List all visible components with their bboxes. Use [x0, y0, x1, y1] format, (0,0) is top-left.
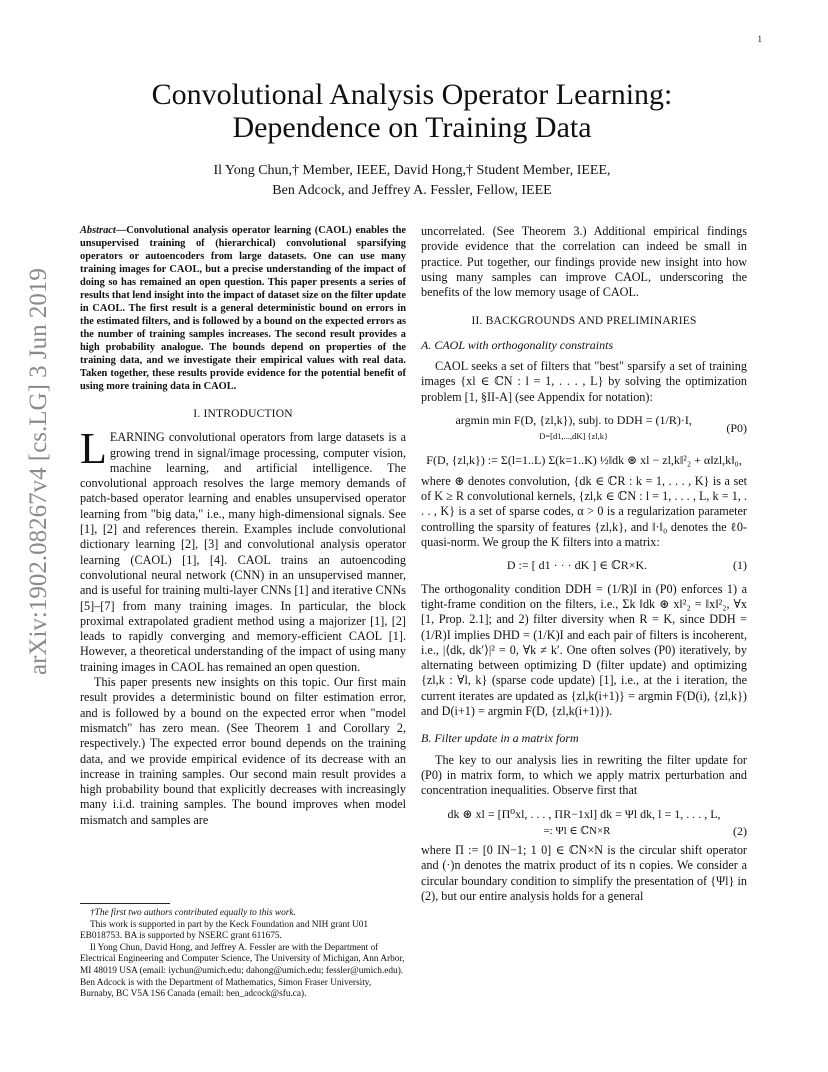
equation-p0-subscript: D=[d1,...,dK] {zl,k}	[539, 431, 609, 442]
abstract-text: —Convolutional analysis operator learning (CAOL) enables the unsupervised training of (hierarchical) convolutional sparsifying operators or autoencoders from large datasets. One can use many training images for CAOL, but a precise understanding of the impact of doing so has remained an open question. This paper presents a series of results that lend insight into the impact of dataset size on the filter update in CAOL. The first result is a general deterministic bound on errors in the estimated filters, and is followed by a bound on the expected errors as the number of training samples increases. The second result provides a high probability analogue. The bounds depend on properties of the training data, and we investigate their empirical values with real data. Taken together, these results provide evidence for the potential benefit of using more training data in CAOL.	[80, 225, 406, 392]
abstract	[80, 224, 406, 393]
section-heading-background: II. BACKGROUNDS AND PRELIMINARIES	[471, 315, 697, 328]
filter-update-paragraph-1: The key to our analysis lies in rewriting the filter update for (P0) in matrix form, to which we apply matrix perturbation and concentration inequalities. Observe first that	[421, 752, 747, 798]
arxiv-stamp-text: arXiv:1902.08267v4 [cs.LG] 3 Jun 2019	[25, 268, 52, 675]
equation-2-tag: (2)	[733, 823, 747, 838]
footnotes	[80, 903, 406, 1001]
footnote-funding: This work is supported in part by the Keck Foundation and NIH grant U01 EB018753. BA is supported by NSERC grant 611675.	[80, 919, 369, 942]
title-line-1: Convolutional Analysis Operator Learning:	[151, 78, 673, 111]
arxiv-stamp-graphic	[2, 250, 70, 680]
footnote-rule	[80, 903, 170, 904]
intro-paragraph-1	[80, 424, 406, 675]
equation-p0-body: argmin min F(D, {zl,k}), subj. to DDH = (1/R)·I,	[455, 412, 692, 427]
section-heading-introduction: I. INTRODUCTION	[193, 408, 293, 420]
filter-update-paragraph-2: where Π := [0 IN−1; 1 0] ∈ ℂN×N is the circular shift operator and (·)n denotes the matrix product of its n copies. We consider a circular boundary condition to simplify the presentation of {Ψl} in (2), but our entire analysis holds for a general	[421, 843, 747, 903]
footnote-affiliations: Il Yong Chun, David Hong, and Jeffrey A. Fessler are with the Department of Electrical Engineering and Computer Science, The University of Michigan, Ann Arbor, MI 48019 USA (email: iychun@umich.edu; dahong@umich.edu; fessler@umich.edu). Ben Adcock is with the Department of Mathematics, Simon Fraser University, Burnaby, BC V5A 1S6 Canada (email: ben_adcock@sfu.ca).	[80, 942, 405, 1000]
equation-2-underbrace: =: Ψl ∈ ℂN×R	[543, 824, 611, 837]
intro-paragraph-1-text: EARNING convolutional operators from large datasets is a growing trend in signal/image processing, computer vision, machine learning, and artificial intelligence. The convolutional approach resolves the large memory demands of patch-based operator learning and enables unsupervised operator learning from "big data," i.e., many high-dimensional signals. See [1], [2] and references therein. Examples include convolutional dictionary learning [2], [3] and convolutional analysis operator learning (CAOL) [1], [4]. CAOL trains an autoencoding convolutional neural network (CNN) in an unsupervised manner, and is useful for training multi-layer CNNs [1] and iterative CNNs [5]–[7] from many training images. In particular, the block proximal extrapolated gradient method using a majorizer [1], [2] leads to rapidly converging and memory-efficient CAOL [1]. However, a theoretical understanding of the impact of using many training images in CAOL has remained an open question.	[80, 430, 406, 674]
equation-2	[421, 824, 747, 839]
paper-title	[82, 78, 742, 144]
page-number: 1	[757, 34, 762, 44]
footnote-equal-contribution: †The first two authors contributed equally to this work.	[90, 908, 296, 918]
author-line-1: Il Yong Chun,† Member, IEEE, David Hong,† Student Member, IEEE,	[213, 163, 611, 178]
equation-1	[421, 558, 747, 573]
equation-objective: F(D, {zl,k}) := Σ(l=1..L) Σ(k=1..K) ½‖dk ⊛ xl − zl,k‖²₂ + α‖zl,k‖₀,	[426, 452, 742, 467]
caol-paragraph-2: where ⊛ denotes convolution, {dk ∈ ℂR : k = 1, . . . , K} is a set of K ≥ R convolutional kernels, {zl,k ∈ ℂN : l = 1, . . . , L, k = 1, . . . , K} is a set of sparse codes, α > 0 is a regularization parameter controlling the sparsity of features {zl,k}, and ‖·‖₀ denotes the ℓ0-quasi-norm. We group the K filters into a matrix:	[421, 473, 747, 550]
equation-2-body: dk ⊛ xl = [Π⁰xl, . . . , ΠR−1xl] dk = Ψl dk, l = 1, . . . , L,	[447, 806, 721, 821]
author-line-2: Ben Adcock, and Jeffrey A. Fessler, Fellow, IEEE	[272, 183, 552, 198]
caol-paragraph-3: The orthogonality condition DDH = (1/R)I in (P0) enforces 1) a tight-frame condition on the filters, i.e., Σk ‖dk ⊛ x‖²₂ = ‖x‖²₂, ∀x [1, Prop. 2.1]; and 2) filter diversity when R = K, since DDH = (1/R)I implies DHD = (1/K)I and each pair of filters is incoherent, i.e., |⟨dk, dk′⟩|² = 0, ∀k ≠ k′. One often solves (P0) iteratively, by alternating between optimizing D (filter update) and optimizing {zl,k : ∀l, k} (sparse code update) [1], i.e., at the i iteration, the current iterates are updated as {zl,k(i+1)} = argmin F(D(i), {zl,k}) and D(i+1) = argmin F(D, {zl,k(i+1)}).	[421, 581, 747, 719]
equation-1-body: D := [ d1 · · · dK ] ∈ ℂR×K.	[506, 558, 648, 573]
subsection-heading-a: A. CAOL with orthogonality constraints	[421, 337, 614, 352]
arxiv-stamp	[2, 250, 70, 680]
subsection-heading-b: B. Filter update in a matrix form	[421, 731, 579, 746]
left-column	[80, 224, 406, 828]
caol-paragraph-1: CAOL seeks a set of filters that "best" sparsify a set of training images {xl ∈ ℂN : l = 1, . . . , L} by solving the optimization problem [1, §II-A] (see Appendix for notation):	[421, 359, 747, 404]
title-line-2: Dependence on Training Data	[232, 111, 592, 144]
author-list	[82, 161, 742, 201]
drop-cap: L	[80, 424, 107, 474]
equation-p0-tag: (P0)	[726, 421, 747, 436]
equation-p0	[421, 413, 747, 445]
equation-1-tag: (1)	[733, 558, 747, 573]
right-column	[421, 224, 747, 904]
intro-continuation: uncorrelated. (See Theorem 3.) Additional empirical findings provide evidence that the correlation can indeed be small in practice. Put together, our findings provide new insight into how using many samples can improve CAOL, underscoring the benefits of the low memory usage of CAOL.	[421, 224, 747, 300]
abstract-label: Abstract	[80, 225, 116, 236]
intro-paragraph-2: This paper presents new insights on this topic. Our first main result provides a deterministic bound on filter estimation error, and is followed by a bound on the expected error when "model mismatch" has zero mean. (See Theorem 1 and Corollary 2, respectively.) The expected error bound depends on the training data, and we provide empirical evidence of its decrease with an increase in training samples. Our second main result provides a high probability bound that explicitly decreases with increasingly many i.i.d. training samples. The bound improves when model mismatch and samples are	[80, 675, 406, 827]
